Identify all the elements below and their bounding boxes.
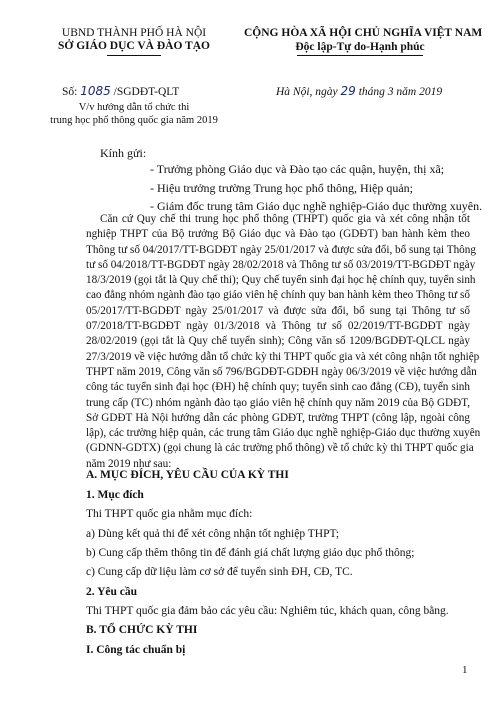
body-line: trung cấp (TC) nhóm ngành đào tạo giáo viên hệ chính quy năm 2019 của Bộ GDĐT, [86, 396, 470, 409]
body-paragraph [86, 212, 481, 472]
subject-line-1: V/v hướng dẫn tổ chức thi [78, 102, 190, 113]
body-line: năm 2019 như sau: [86, 457, 172, 470]
body-line: Thông tư số 04/2017/TT-BGDĐT ngày 25/01/2017 và được sửa đổi, bổ sung tại Thông [86, 243, 476, 256]
body-line: 27/3/2019 về việc hướng dẫn tổ chức kỳ thi THPT quốc gia và xét công nhận tốt nghiệp [86, 350, 480, 363]
body-line: công tác tuyển sinh đại học (ĐH) hệ chính quy; tuyển sinh cao đẳng (CĐ), tuyển sinh [86, 381, 470, 394]
body-line: Căn cứ Quy chế thi trung học phổ thông (THPT) quốc gia và xét công nhận tốt [100, 213, 470, 225]
document-number [62, 84, 179, 98]
a1-item: c) Cung cấp dữ liệu làm cơ sở để tuyển sinh ĐH, CĐ, TC. [86, 566, 353, 578]
date-prefix: Hà Nội, ngày [276, 86, 341, 98]
subject-line-2: trung học phổ thông quốc gia năm 2019 [50, 115, 218, 126]
body-line: 28/02/2019 (gọi tắt là Quy chế tuyển sinh); Công văn số 1209/BGDĐT-QLCL ngày [86, 335, 470, 348]
document-subject [40, 101, 228, 127]
agency-name: UBND THÀNH PHỐ HÀ NỘI [61, 27, 207, 39]
recipients-list [150, 160, 490, 216]
body-line: tư số 04/2018/TT-BGDĐT ngày 28/02/2018 và Thông tư số 03/2019/TT-BGDĐT ngày [86, 258, 476, 271]
doc-number-prefix: Số: [62, 86, 81, 98]
section-a2-heading: 2. Yêu cầu [86, 586, 138, 598]
national-name: CỘNG HÒA XÃ HỘI CHỦ NGHĨA VIỆT NAM [244, 27, 483, 39]
date-suffix: tháng 3 năm 2019 [355, 86, 443, 98]
national-header [244, 27, 483, 56]
body-line: 07/2018/TT-BGDĐT ngày 01/3/2018 và Thông tư số 02/2019/TT-BGDĐT ngày [86, 320, 470, 333]
section-b1-heading: I. Công tác chuẩn bị [86, 644, 186, 656]
document-date [276, 84, 442, 98]
a1-item: b) Cung cấp thêm thông tin để đánh giá chất lượng giáo dục phổ thông; [86, 547, 415, 559]
section-a-heading: A. MỤC ĐÍCH, YÊU CẦU CỦA KỲ THI [86, 469, 289, 481]
recipients-label: Kính gửi: [100, 146, 147, 160]
section-b-heading: B. TỔ CHỨC KỲ THI [86, 624, 198, 636]
recipient-item: - Trưởng phòng Giáo dục và Đào tạo các quận, huyện, thị xã; [150, 162, 445, 176]
body-line: lập), các trường hiệp quản, các trung tâm Giáo dục nghề nghiệp-Giáo dục thường xuyên [86, 427, 481, 440]
doc-number-suffix: /SGDĐT-QLT [110, 86, 180, 98]
doc-number-handwritten: 1085 [80, 84, 111, 98]
body-line: Sở GDĐT Hà Nội hướng dẫn các phòng GDĐT, trường THPT (công lập, ngoài công [86, 411, 470, 424]
body-line: 18/3/2019 (gọi tắt là Quy chế thi); Quy chế tuyển sinh đại học hệ chính quy, tuyển sinh [86, 274, 476, 287]
section-a1-heading: 1. Mục đích [86, 489, 144, 501]
body-line: (GDNN-GDTX) (gọi chung là các trường phổ thông) về tổ chức kỳ thi THPT quốc gia [86, 442, 474, 455]
recipient-item: - Giám đốc trung tâm Giáo dục nghề nghiệp-Giáo dục thường xuyên. [150, 199, 483, 213]
body-line: cao đẳng nhóm ngành đào tạo giáo viên hệ chính quy ban hành kèm theo Thông tư số [86, 289, 470, 302]
body-line: 05/2017/TT-BGDĐT ngày 25/01/2017 và được sửa đổi, bổ sung tại Thông tư số [86, 304, 470, 317]
body-line: nghiệp THPT của Bộ trưởng Bộ Giáo dục và Đào tạo (GDĐT) ban hành kèm theo [86, 228, 470, 241]
a1-intro: Thi THPT quốc gia nhằm mục đích: [86, 508, 253, 520]
department-name: SỞ GIÁO DỤC VÀ ĐÀO TẠO [58, 40, 210, 52]
motto-underline [297, 55, 423, 56]
date-day-handwritten: 29 [340, 84, 356, 98]
agency-header [40, 27, 228, 56]
a2-text: Thi THPT quốc gia đảm bảo các yêu cầu: Nghiêm túc, khách quan, công bằng. [86, 605, 449, 617]
page-number: 1 [462, 664, 468, 676]
recipient-item: - Hiệu trưởng trường Trung học phổ thông, Hiệp quản; [150, 180, 414, 195]
national-motto: Độc lập-Tự do-Hạnh phúc [295, 41, 425, 53]
a1-item: a) Dùng kết quả thi để xét công nhận tốt nghiệp THPT; [86, 528, 340, 540]
agency-underline [107, 55, 161, 56]
body-line: THPT năm 2019, Công văn số 796/BGDĐT-GDĐH ngày 06/3/2019 về việc hướng dẫn [86, 365, 477, 378]
